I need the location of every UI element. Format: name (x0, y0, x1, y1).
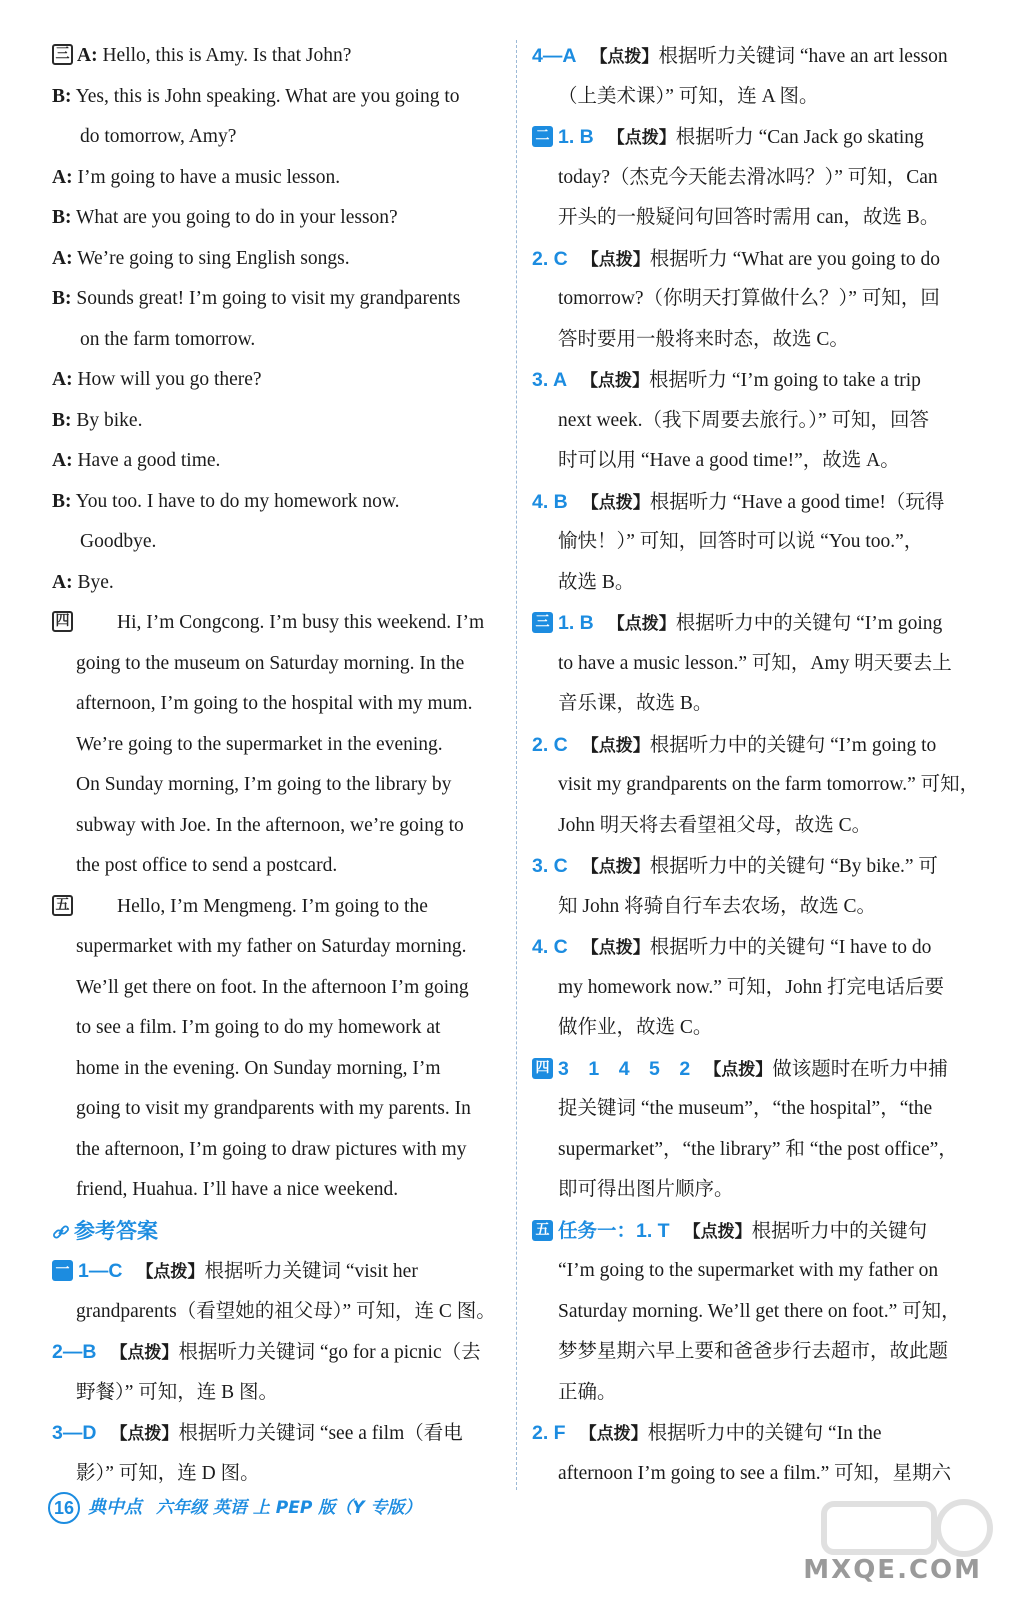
text-line (532, 725, 986, 766)
hint-label: 【点拨】 (590, 47, 659, 67)
section-number-badge: 一 (52, 1260, 73, 1281)
hint-label: 【点拨】 (581, 938, 650, 958)
text-line (532, 279, 986, 320)
line-text: tomorrow?（你明天打算做什么？）” 可知，回 (558, 288, 940, 309)
line-text: 根据听力 “Have a good time!（玩得 (649, 491, 945, 513)
book-series: 六年级 英语 上 PEP 版（Y 专版） (156, 1498, 422, 1519)
text-line (532, 198, 986, 239)
passage-text: Hi, I’m Congcong. I’m busy this weekend. I’m (117, 612, 485, 633)
passage-line (52, 1049, 508, 1090)
dialogue-text: on the farm tomorrow. (80, 328, 256, 350)
hint-label: 【点拨】 (110, 1424, 179, 1444)
text-line (532, 1211, 986, 1252)
line-text: 答时要用一般将来时态，故选 C。 (558, 328, 849, 350)
line-text: 愉快！）” 可知，回答时可以说 “You too.”， (558, 531, 924, 552)
line-text: John 明天将去看望祖父母，故选 C。 (558, 814, 872, 836)
line-text: 根据听力 “What are you going to do (649, 248, 941, 270)
answer-number: 1. B (558, 126, 594, 148)
dialogue-text: Goodbye. (80, 531, 157, 552)
text-line (532, 1332, 986, 1373)
dialogue-line (52, 360, 508, 401)
hint-label: 【点拨】 (581, 735, 650, 756)
dialogue-line (52, 441, 508, 482)
dialogue-text: What are you going to do in your lesson? (71, 207, 398, 228)
passage-text: home in the evening. On Sunday morning, I’m (76, 1057, 441, 1079)
line-text: 根据听力中的关键句 “In the (647, 1423, 882, 1444)
text-line (532, 522, 986, 563)
answer-number: 4—A (532, 45, 577, 67)
line-text: 做该题时在听力中捕 (772, 1058, 948, 1080)
dialogue-text: We’re going to sing English songs. (72, 247, 350, 269)
text-line (532, 1170, 986, 1211)
speaker-label: B: (52, 207, 72, 228)
answer-number: 1—C (78, 1260, 123, 1282)
text-line (52, 1332, 508, 1373)
line-text: 正确。 (558, 1381, 617, 1403)
line-text: 根据听力关键词 “visit her (204, 1261, 418, 1282)
hint-label: 【点拨】 (607, 128, 676, 148)
speaker-label: A: (52, 166, 73, 188)
line-text: next week.（我下周要去旅行。）” 可知，回答 (558, 409, 929, 431)
passage-text: supermarket with my father on Saturday morning. (76, 936, 467, 957)
passage-text: We’re going to the supermarket in the evening. (76, 733, 443, 755)
dialogue-line (52, 239, 508, 280)
section-number-badge: 二 (532, 126, 553, 147)
speaker-label: A: (52, 450, 73, 471)
speaker-label: B: (52, 409, 72, 431)
dialogue-text: Sounds great! I’m going to visit my grandparents (71, 288, 461, 309)
line-text: “I’m going to the supermarket with my father on (558, 1260, 939, 1281)
text-line (532, 239, 986, 280)
dialogue-text: Yes, this is John speaking. What are you going to (71, 85, 460, 107)
passage-line (52, 644, 508, 685)
text-line (532, 887, 986, 928)
dialogue-line (52, 158, 508, 199)
line-text: supermarket”，“the library” 和 “the post office”， (558, 1138, 958, 1160)
line-text: today?（杰克今天能去滑冰吗？）” 可知，Can (558, 166, 938, 188)
line-text: 根据听力中的关键句 “I’m going to (649, 734, 937, 756)
answers-heading-text: 参考答案 (74, 1218, 158, 1243)
line-text: 梦梦星期六早上要和爸爸步行去超市，故此题 (558, 1341, 949, 1362)
speaker-label: A: (52, 247, 73, 269)
dialogue-text: do tomorrow, Amy? (80, 126, 237, 147)
hint-label: 【点拨】 (136, 1262, 205, 1282)
text-line (532, 1130, 986, 1171)
hint-label: 【点拨】 (607, 614, 676, 634)
line-text: to have a music lesson.” 可知，Amy 明天要去上 (558, 652, 952, 674)
dialogue-line (52, 198, 508, 239)
answers-heading (52, 1211, 508, 1252)
answers-section-1 (52, 1251, 508, 1494)
answer-number: 3—D (52, 1422, 97, 1444)
left-column (52, 36, 508, 1494)
passage-text: the post office to send a postcard. (76, 855, 338, 876)
text-line (532, 563, 986, 604)
line-text: 根据听力中的关键句 (751, 1220, 928, 1242)
watermark-text: MXQE.COM (803, 1555, 982, 1585)
passage-line (52, 684, 508, 725)
line-text: 即可得出图片顺序。 (558, 1179, 734, 1200)
line-text: afternoon I’m going to see a film.” 可知，星期六 (558, 1462, 952, 1484)
passage-section-5 (52, 887, 508, 1211)
passage-text: On Sunday morning, I’m going to the library by (76, 774, 452, 795)
line-text: grandparents（看望她的祖父母）” 可知，连 C 图。 (76, 1300, 496, 1322)
text-line (532, 320, 986, 361)
page-number: 16 (48, 1492, 80, 1524)
text-line (532, 1413, 986, 1454)
passage-text: going to visit my grandparents with my parents. In (76, 1098, 471, 1119)
dialogue-line (52, 563, 508, 604)
passage-line (52, 603, 508, 644)
text-line (532, 968, 986, 1009)
speaker-label: B: (52, 288, 72, 309)
speaker-label: B: (52, 85, 72, 107)
passage-line (52, 927, 508, 968)
text-line (532, 401, 986, 442)
speaker-label: A: (52, 571, 73, 593)
link-icon (52, 1223, 70, 1241)
text-line (52, 1292, 508, 1333)
line-text: 根据听力关键词 “see a film（看电 (178, 1423, 463, 1444)
passage-text: We’ll get there on foot. In the afternoon I’m going (76, 976, 469, 998)
brand-logo: 典中点 (88, 1497, 142, 1519)
passage-line (52, 1008, 508, 1049)
dialogue-line (52, 482, 508, 523)
text-line (52, 1373, 508, 1414)
line-text: 影）” 可知，连 D 图。 (76, 1462, 260, 1484)
section-number-badge: 五 (532, 1220, 553, 1241)
hint-label: 【点拨】 (683, 1221, 752, 1242)
line-text: my homework now.” 可知，John 打完电话后要 (558, 976, 945, 998)
column-divider (516, 40, 517, 1490)
passage-text: to see a film. I’m going to do my homework at (76, 1017, 441, 1038)
section-number-badge: 五 (52, 895, 73, 916)
line-text: 根据听力中的关键句 “By bike.” 可 (649, 856, 938, 877)
section-number-badge: 三 (52, 44, 73, 65)
line-text: （上美术课）” 可知，连 A 图。 (558, 85, 819, 107)
text-line (532, 360, 986, 401)
dialogue-text: Have a good time. (72, 450, 221, 471)
passage-line (52, 765, 508, 806)
line-text: 开头的一般疑问句回答时需用 can，故选 B。 (558, 207, 940, 228)
text-line (532, 1089, 986, 1130)
hint-label: 【点拨】 (581, 249, 650, 270)
dialogue-line (52, 279, 508, 320)
passage-line (52, 846, 508, 887)
answer-number: 2—B (52, 1341, 97, 1363)
dialogue-line (52, 320, 508, 361)
answer-number: 2. F (532, 1422, 566, 1444)
passage-line (52, 1170, 508, 1211)
line-text: 根据听力关键词 “have an art lesson (658, 46, 948, 67)
section-number-badge: 四 (532, 1058, 553, 1079)
text-line (52, 1251, 508, 1292)
passage-text: subway with Joe. In the afternoon, we’re going to (76, 814, 464, 836)
text-line (532, 806, 986, 847)
dialogue-section-3 (52, 36, 508, 603)
line-text: 音乐课，故选 B。 (558, 693, 713, 714)
right-column (532, 36, 986, 1494)
section-number-badge: 三 (532, 612, 553, 633)
hint-label: 【点拨】 (110, 1343, 179, 1363)
passage-line (52, 725, 508, 766)
text-line (532, 1049, 986, 1090)
line-text: 野餐）” 可知，连 B 图。 (76, 1381, 279, 1403)
dialogue-text: How will you go there? (72, 369, 262, 390)
line-text: visit my grandparents on the farm tomorrow.” 可知， (558, 774, 980, 795)
text-line (532, 158, 986, 199)
text-line (532, 846, 986, 887)
passage-text: afternoon, I’m going to the hospital with my mum. (76, 693, 473, 714)
text-line (532, 684, 986, 725)
line-text: 捉关键词 “the museum”，“the hospital”，“the (558, 1098, 933, 1119)
dialogue-line (52, 401, 508, 442)
text-line (532, 927, 986, 968)
answer-number: 3. C (532, 855, 568, 877)
section-number-badge: 四 (52, 611, 73, 632)
line-text: Saturday morning. We’ll get there on foot.” 可知， (558, 1300, 961, 1322)
dialogue-text: Bye. (72, 571, 114, 593)
text-line (532, 117, 986, 158)
text-line (532, 482, 986, 523)
text-line (532, 1454, 986, 1495)
answer-number: 3. A (532, 369, 568, 391)
hint-label: 【点拨】 (579, 1424, 648, 1444)
line-text: 故选 B。 (558, 571, 635, 593)
passage-text: friend, Huahua. I’ll have a nice weekend. (76, 1179, 399, 1200)
answer-number: 2. C (532, 733, 568, 756)
answer-number: 4. B (532, 490, 568, 513)
text-line (532, 1373, 986, 1414)
dialogue-line (52, 77, 508, 118)
dialogue-line (52, 522, 508, 563)
passage-text: Hello, I’m Mengmeng. I’m going to the (117, 895, 428, 917)
text-line (532, 644, 986, 685)
text-line (532, 603, 986, 644)
answer-number: 4. C (532, 936, 568, 958)
text-line (532, 441, 986, 482)
passage-line (52, 968, 508, 1009)
dialogue-text: Hello, this is Amy. Is that John? (97, 45, 352, 66)
line-text: 根据听力 “Can Jack go skating (675, 127, 924, 148)
text-line (532, 1292, 986, 1333)
line-text: 知 John 将骑自行车去农场，故选 C。 (558, 895, 876, 917)
page-footer (48, 1488, 421, 1528)
hint-label: 【点拨】 (581, 371, 650, 391)
passage-line (52, 1130, 508, 1171)
passage-text: going to the museum on Saturday morning. In the (76, 652, 465, 674)
answer-number: 2. C (532, 247, 568, 270)
line-text: 根据听力 “I’m going to take a trip (649, 370, 921, 391)
dialogue-text: You too. I have to do my homework now. (71, 490, 400, 512)
answer-number: 任务一：1. T (558, 1219, 670, 1242)
passage-line (52, 887, 508, 928)
dialogue-text: By bike. (71, 409, 143, 431)
text-line (532, 1251, 986, 1292)
hint-label: 【点拨】 (581, 492, 650, 513)
text-line (532, 77, 986, 118)
dialogue-text: I’m going to have a music lesson. (72, 166, 341, 188)
line-text: 根据听力中的关键句 “I have to do (649, 937, 932, 958)
text-line (532, 1008, 986, 1049)
line-text: 根据听力关键词 “go for a picnic（去 (178, 1342, 481, 1363)
answer-number: 3 1 4 5 2 (558, 1057, 691, 1080)
passage-section-4 (52, 603, 508, 887)
hint-label: 【点拨】 (704, 1059, 773, 1080)
speaker-label: A: (52, 369, 73, 390)
answer-number: 1. B (558, 612, 594, 634)
dialogue-line (52, 117, 508, 158)
hint-label: 【点拨】 (581, 857, 650, 877)
speaker-label: B: (52, 490, 72, 512)
speaker-label: A: (77, 45, 98, 66)
text-line (532, 765, 986, 806)
passage-line (52, 806, 508, 847)
dialogue-line (52, 36, 508, 77)
text-line (52, 1413, 508, 1454)
line-text: 做作业，故选 C。 (558, 1017, 713, 1038)
passage-text: the afternoon, I’m going to draw pictures with my (76, 1138, 467, 1160)
line-text: 时可以用 “Have a good time!”，故选 A。 (558, 450, 900, 471)
passage-line (52, 1089, 508, 1130)
line-text: 根据听力中的关键句 “I’m going (675, 613, 943, 634)
text-line (532, 36, 986, 77)
